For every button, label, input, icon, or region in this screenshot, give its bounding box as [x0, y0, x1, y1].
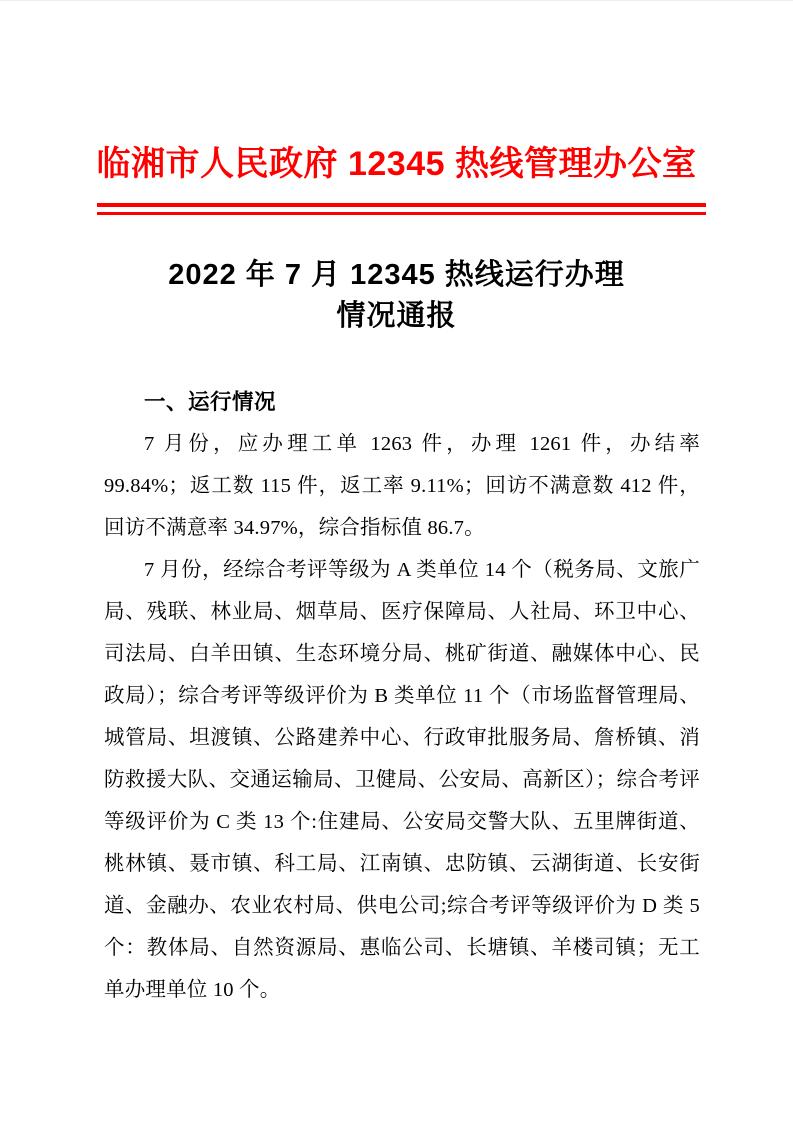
document-body: [104, 381, 700, 1011]
document-title: [0, 255, 793, 337]
document-title-line1: 2022 年 7 月 12345 热线运行办理: [168, 259, 625, 291]
section-heading-operation-status: 一、运行情况: [144, 390, 277, 414]
paragraph-evaluation-grades: 7 月份，经综合考评等级为 A 类单位 14 个（税务局、文旅广局、残联、林业局、烟草局、医疗保障局、人社局、环卫中心、司法局、白羊田镇、生态环境分局、桃矿街道、融媒体中心、民政局）；综合考评等级评价为 B 类单位 11 个（市场监督管理局、城管局、坦渡镇、公路建养中心、行政审批服务局、詹桥镇、消防救援大队、交通运输局、卫健局、公安局、高新区）；综合考评等级评价为 C 类 13 个:住建局、公安局交警大队、五里牌街道、桃林镇、聂市镇、科工局、江南镇、忠防镇、云湖街道、长安街道、金融办、农业农村局、供电公司;综合考评等级评价为 D 类 5 个：教体局、自然资源局、惠临公司、长塘镇、羊楼司镇；无工单办理单位 10 个。: [104, 559, 700, 1001]
header-divider: [97, 203, 706, 215]
red-header-org-name: 临湘市人民政府 12345 热线管理办公室: [96, 145, 697, 183]
divider-thick-line: [97, 203, 706, 207]
divider-thin-line: [97, 212, 706, 215]
document-title-line2: 情况通报: [336, 300, 457, 332]
paragraph-operation-statistics: 7 月份，应办理工单 1263 件，办理 1261 件，办结率 99.84%；返工数 115 件，返工率 9.11%；回访不满意数 412 件，回访不满意率 34.97%，综合指标值 86.7。: [104, 433, 700, 539]
